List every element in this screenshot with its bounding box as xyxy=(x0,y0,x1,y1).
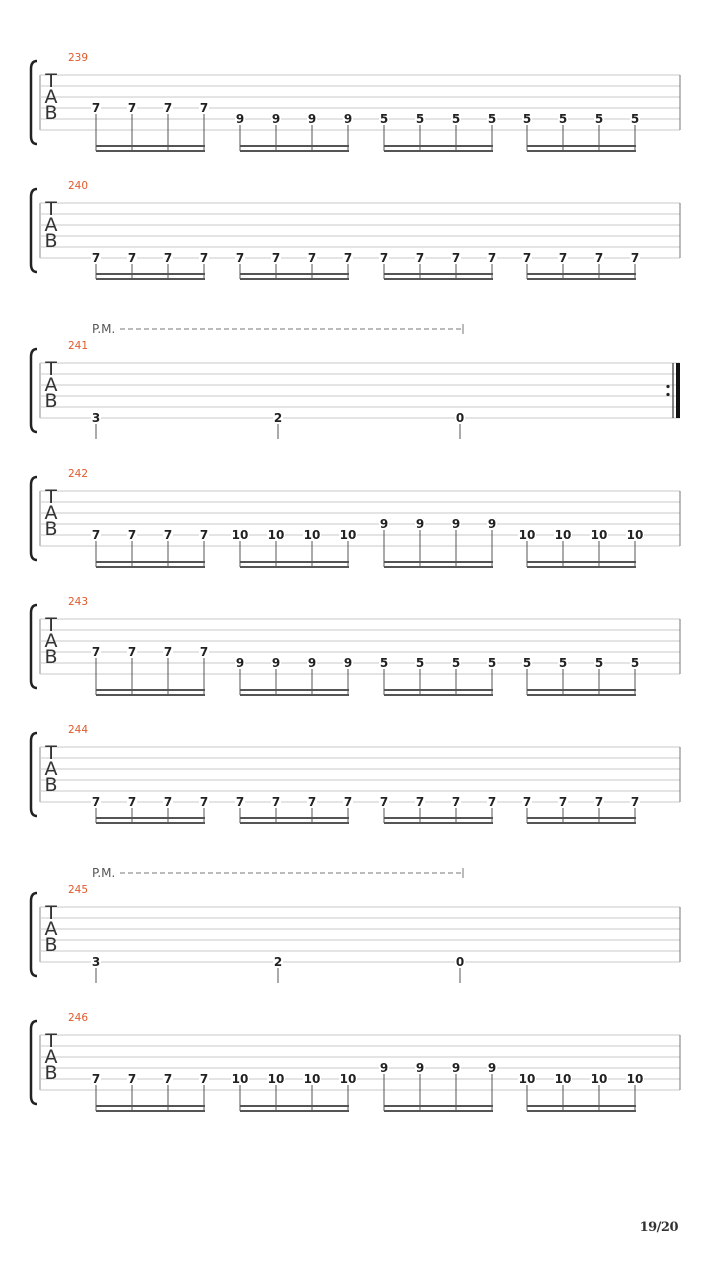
fret-number: 7 xyxy=(307,795,317,809)
beam-primary xyxy=(96,1105,205,1107)
beam-secondary xyxy=(240,694,349,696)
fret-number: 7 xyxy=(558,251,568,265)
fret-number: 7 xyxy=(522,795,532,809)
fret-number: 5 xyxy=(415,112,425,126)
tab-clef-letter: T xyxy=(45,198,57,220)
fret-number: 7 xyxy=(343,795,353,809)
fret-number: 9 xyxy=(487,1061,497,1075)
fret-number: 7 xyxy=(91,101,101,115)
beam-primary xyxy=(527,561,636,563)
fret-number: 7 xyxy=(235,251,245,265)
fret-number: 7 xyxy=(91,528,101,542)
fret-number: 9 xyxy=(235,112,245,126)
staff-246 xyxy=(31,1012,680,1112)
fret-number: 7 xyxy=(379,795,389,809)
fret-number: 7 xyxy=(487,251,497,265)
beam-primary xyxy=(384,561,493,563)
tab-clef-letter: T xyxy=(45,358,57,380)
fret-number: 5 xyxy=(451,112,461,126)
fret-number: 5 xyxy=(558,656,568,670)
tab-clef-letter: B xyxy=(44,102,58,124)
beam-primary xyxy=(96,561,205,563)
fret-number: 9 xyxy=(379,1061,389,1075)
beam-secondary xyxy=(527,694,636,696)
beam-secondary xyxy=(96,694,205,696)
tab-clef-letter: B xyxy=(44,934,58,956)
fret-number: 7 xyxy=(91,645,101,659)
fret-number: 7 xyxy=(415,251,425,265)
fret-number: 2 xyxy=(273,411,283,425)
staff-bracket xyxy=(31,605,37,688)
fret-number: 5 xyxy=(379,112,389,126)
fret-number: 7 xyxy=(594,251,604,265)
tab-clef-letter: A xyxy=(44,502,58,524)
fret-number: 5 xyxy=(522,112,532,126)
fret-number: 10 xyxy=(303,528,321,542)
fret-number: 7 xyxy=(91,795,101,809)
staff-bracket xyxy=(31,733,37,816)
fret-number: 9 xyxy=(271,656,281,670)
fret-number: 7 xyxy=(199,645,209,659)
beam-primary xyxy=(384,817,493,819)
beam-primary xyxy=(96,817,205,819)
fret-number: 7 xyxy=(415,795,425,809)
fret-number: 10 xyxy=(267,1072,285,1086)
fret-number: 7 xyxy=(163,795,173,809)
fret-number: 9 xyxy=(343,656,353,670)
fret-number: 9 xyxy=(307,112,317,126)
fret-number: 7 xyxy=(199,1072,209,1086)
beam-secondary xyxy=(527,150,636,152)
fret-number: 9 xyxy=(235,656,245,670)
staff-241 xyxy=(31,322,680,439)
fret-number: 10 xyxy=(626,528,644,542)
beam-primary xyxy=(384,689,493,691)
fret-number: 5 xyxy=(487,112,497,126)
fret-number: 7 xyxy=(127,795,137,809)
fret-number: 10 xyxy=(590,1072,608,1086)
beam-primary xyxy=(384,1105,493,1107)
fret-number: 7 xyxy=(199,795,209,809)
fret-number: 7 xyxy=(271,251,281,265)
fret-number: 10 xyxy=(303,1072,321,1086)
staff-bracket xyxy=(31,61,37,144)
fret-number: 7 xyxy=(235,795,245,809)
tab-clef-letter: A xyxy=(44,758,58,780)
staff-243 xyxy=(31,596,680,696)
beam-primary xyxy=(527,273,636,275)
tab-clef-letter: T xyxy=(45,742,57,764)
tab-clef-letter: B xyxy=(44,1062,58,1084)
tab-clef-letter: T xyxy=(45,486,57,508)
tab-clef-letter: A xyxy=(44,374,58,396)
beam-primary xyxy=(527,689,636,691)
beam-primary xyxy=(240,1105,349,1107)
fret-number: 0 xyxy=(455,411,465,425)
fret-number: 7 xyxy=(163,1072,173,1086)
staff-242 xyxy=(31,468,680,568)
beam-primary xyxy=(527,145,636,147)
fret-number: 10 xyxy=(339,1072,357,1086)
fret-number: 7 xyxy=(451,251,461,265)
fret-number: 10 xyxy=(518,528,536,542)
fret-number: 10 xyxy=(231,528,249,542)
fret-number: 10 xyxy=(626,1072,644,1086)
fret-number: 7 xyxy=(91,251,101,265)
fret-number: 7 xyxy=(487,795,497,809)
fret-number: 7 xyxy=(127,1072,137,1086)
tab-clef-letter: B xyxy=(44,390,58,412)
fret-number: 7 xyxy=(558,795,568,809)
fret-number: 5 xyxy=(522,656,532,670)
fret-number: 10 xyxy=(231,1072,249,1086)
beam-primary xyxy=(240,561,349,563)
fret-number: 5 xyxy=(379,656,389,670)
beam-secondary xyxy=(240,278,349,280)
tab-clef-letter: A xyxy=(44,86,58,108)
beam-primary xyxy=(96,689,205,691)
measure-number: 243 xyxy=(68,596,89,608)
fret-number: 7 xyxy=(343,251,353,265)
fret-number: 7 xyxy=(163,101,173,115)
tab-clef-letter: T xyxy=(45,902,57,924)
staff-bracket xyxy=(31,477,37,560)
staff-bracket xyxy=(31,1021,37,1104)
beam-secondary xyxy=(384,822,493,824)
tab-clef-letter: A xyxy=(44,214,58,236)
beam-primary xyxy=(240,273,349,275)
staff-245 xyxy=(31,866,680,983)
fret-number: 10 xyxy=(590,528,608,542)
tab-clef-letter: B xyxy=(44,646,58,668)
beam-secondary xyxy=(527,566,636,568)
beam-secondary xyxy=(527,1110,636,1112)
fret-number: 7 xyxy=(127,101,137,115)
fret-number: 5 xyxy=(558,112,568,126)
staff-bracket xyxy=(31,189,37,272)
tab-clef-letter: A xyxy=(44,630,58,652)
fret-number: 9 xyxy=(307,656,317,670)
fret-number: 7 xyxy=(199,101,209,115)
fret-number: 9 xyxy=(451,517,461,531)
staff-244 xyxy=(31,724,680,824)
measure-number: 242 xyxy=(68,468,89,480)
beam-primary xyxy=(96,145,205,147)
beam-primary xyxy=(527,817,636,819)
beam-secondary xyxy=(96,150,205,152)
fret-number: 7 xyxy=(199,251,209,265)
fret-number: 7 xyxy=(127,528,137,542)
fret-number: 7 xyxy=(522,251,532,265)
fret-number: 5 xyxy=(594,656,604,670)
beam-primary xyxy=(240,145,349,147)
staff-239 xyxy=(31,52,680,152)
fret-number: 10 xyxy=(267,528,285,542)
beam-primary xyxy=(384,273,493,275)
tab-clef-letter: B xyxy=(44,230,58,252)
fret-number: 10 xyxy=(554,528,572,542)
beam-secondary xyxy=(96,278,205,280)
beam-primary xyxy=(240,817,349,819)
measure-number: 239 xyxy=(68,52,89,64)
fret-number: 7 xyxy=(271,795,281,809)
fret-number: 9 xyxy=(379,517,389,531)
fret-number: 7 xyxy=(127,251,137,265)
measure-number: 245 xyxy=(68,884,89,896)
fret-number: 7 xyxy=(127,645,137,659)
repeat-dot xyxy=(666,393,669,396)
beam-secondary xyxy=(384,150,493,152)
tab-clef-letter: T xyxy=(45,614,57,636)
beam-secondary xyxy=(96,566,205,568)
fret-number: 10 xyxy=(339,528,357,542)
fret-number: 7 xyxy=(163,251,173,265)
fret-number: 3 xyxy=(91,411,101,425)
tab-clef-letter: T xyxy=(45,70,57,92)
beam-secondary xyxy=(527,822,636,824)
fret-number: 9 xyxy=(451,1061,461,1075)
fret-number: 5 xyxy=(594,112,604,126)
beam-secondary xyxy=(384,1110,493,1112)
fret-number: 5 xyxy=(415,656,425,670)
measure-number: 240 xyxy=(68,180,89,192)
fret-number: 9 xyxy=(487,517,497,531)
fret-number: 7 xyxy=(630,251,640,265)
staff-bracket xyxy=(31,893,37,976)
staff-bracket xyxy=(31,349,37,432)
fret-number: 7 xyxy=(91,1072,101,1086)
fret-number: 9 xyxy=(343,112,353,126)
fret-number: 7 xyxy=(307,251,317,265)
palm-mute-label: P.M. xyxy=(92,322,116,336)
beam-primary xyxy=(96,273,205,275)
fret-number: 0 xyxy=(455,955,465,969)
staff-240 xyxy=(31,180,680,280)
fret-number: 9 xyxy=(271,112,281,126)
fret-number: 10 xyxy=(518,1072,536,1086)
fret-number: 7 xyxy=(199,528,209,542)
fret-number: 2 xyxy=(273,955,283,969)
palm-mute-label: P.M. xyxy=(92,866,116,880)
fret-number: 5 xyxy=(630,112,640,126)
beam-secondary xyxy=(240,1110,349,1112)
repeat-thick-barline xyxy=(676,363,680,418)
fret-number: 5 xyxy=(451,656,461,670)
beam-secondary xyxy=(96,822,205,824)
beam-primary xyxy=(527,1105,636,1107)
measure-number: 244 xyxy=(68,724,89,736)
tab-clef-letter: B xyxy=(44,518,58,540)
fret-number: 9 xyxy=(415,517,425,531)
tab-clef-letter: B xyxy=(44,774,58,796)
beam-secondary xyxy=(240,150,349,152)
beam-primary xyxy=(240,689,349,691)
fret-number: 7 xyxy=(163,645,173,659)
beam-secondary xyxy=(384,278,493,280)
beam-primary xyxy=(384,145,493,147)
measure-number: 246 xyxy=(68,1012,89,1024)
beam-secondary xyxy=(240,566,349,568)
repeat-dot xyxy=(666,385,669,388)
beam-secondary xyxy=(384,566,493,568)
tab-clef-letter: A xyxy=(44,918,58,940)
beam-secondary xyxy=(240,822,349,824)
fret-number: 5 xyxy=(487,656,497,670)
tab-clef-letter: A xyxy=(44,1046,58,1068)
fret-number: 7 xyxy=(451,795,461,809)
tab-clef-letter: T xyxy=(45,1030,57,1052)
fret-number: 7 xyxy=(379,251,389,265)
fret-number: 5 xyxy=(630,656,640,670)
fret-number: 9 xyxy=(415,1061,425,1075)
page-number: 19/20 xyxy=(639,1220,678,1235)
beam-secondary xyxy=(527,278,636,280)
measure-number: 241 xyxy=(68,340,89,352)
fret-number: 3 xyxy=(91,955,101,969)
beam-secondary xyxy=(384,694,493,696)
fret-number: 7 xyxy=(594,795,604,809)
fret-number: 7 xyxy=(630,795,640,809)
beam-secondary xyxy=(96,1110,205,1112)
fret-number: 10 xyxy=(554,1072,572,1086)
fret-number: 7 xyxy=(163,528,173,542)
